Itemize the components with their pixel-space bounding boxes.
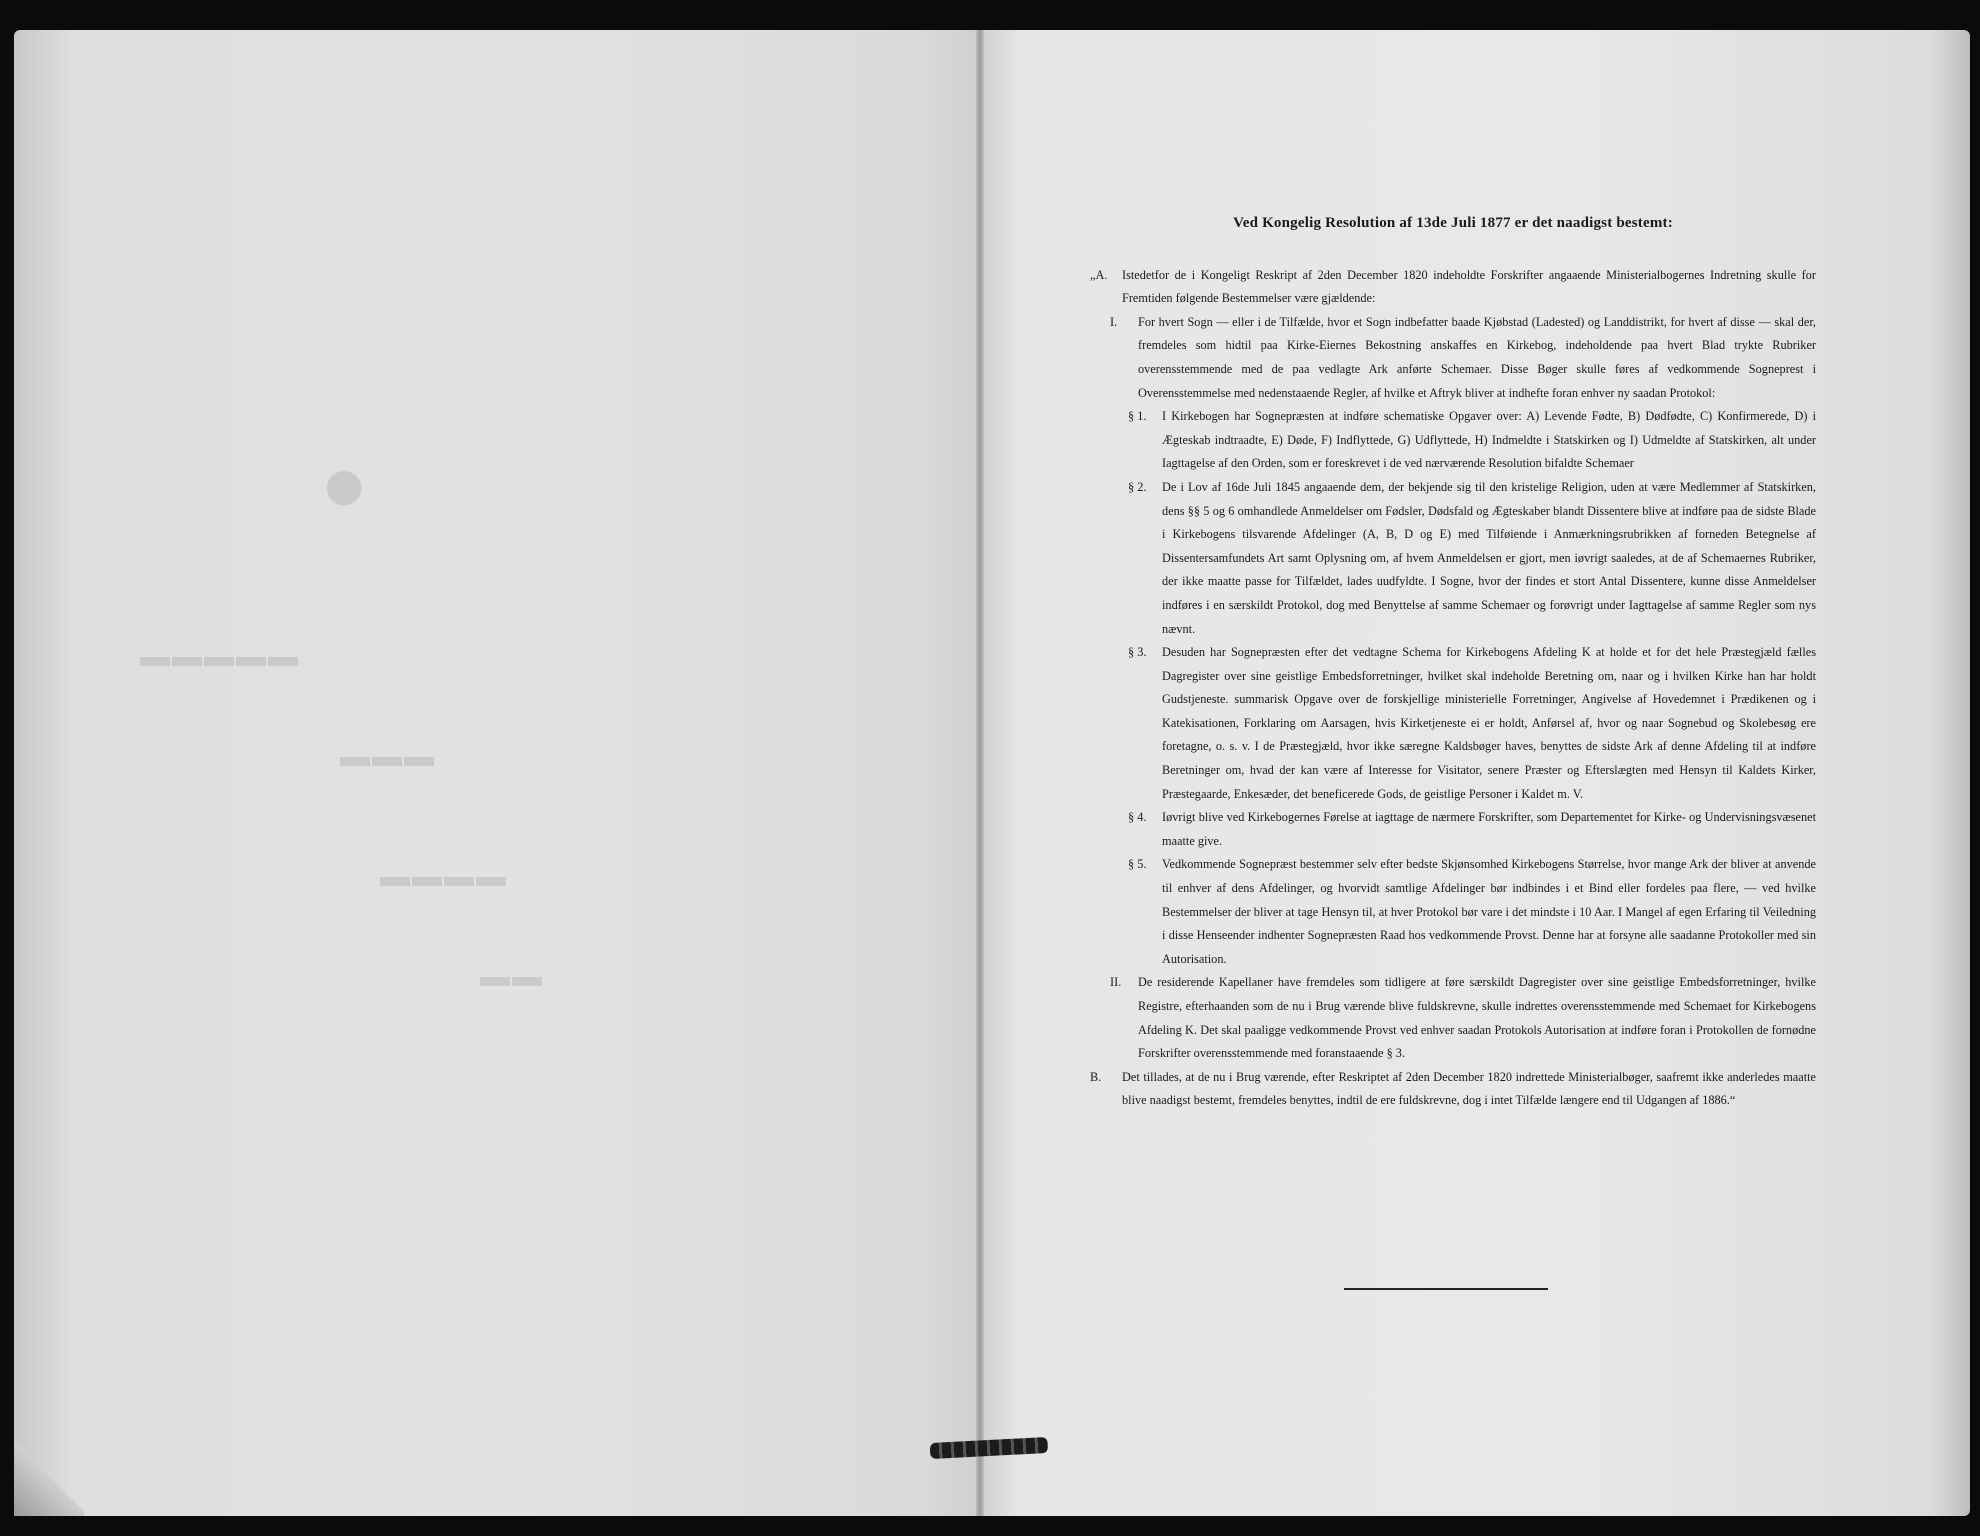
- paragraph-text: Iøvrigt blive ved Kirkebogernes Førelse at iagttage de nærmere Forskrifter, som Departementet for Kirke- og Undervisningsvæsenet maatte give.: [1162, 810, 1816, 848]
- paragraph-number: § 3.: [1128, 645, 1147, 660]
- page-corner: [14, 1438, 84, 1516]
- paragraph-text: Det tillades, at de nu i Brug værende, efter Reskriptet af 2den December 1820 indrettede Ministerialbøger, saafremt ikke anderledes maatte blive naadigst bestemt, fremdeles benyttes, indtil de ere fuldskrevne, dog i intet Tilfælde længere end til Udgangen af 1886.“: [1122, 1069, 1816, 1108]
- resolution-text: [1090, 212, 1816, 1113]
- paragraph-text: Vedkommende Sognepræst bestemmer selv efter bedste Skjønsomhed Kirkebogens Størrelse, hvor mange Ark der bliver at anvende til enhver af dens Afdelinger, og hvorvidt samtlige Afdelinger bør indbindes i et Bind eller fordeles paa flere, — ved hvilke Bestemmelser der bliver at tage Hensyn til, at hver Protokol bør vare i det mindste i 10 Aar. I Mangel af egen Erfaring til Veiledning i disse Henseender indhenter Sognepræsten Raad hos vedkommende Provst. Denne har at forsyne alle saadanne Protokoller med sin Autorisation.: [1162, 857, 1816, 966]
- left-page: [14, 30, 980, 1516]
- resolution-heading: Ved Kongelig Resolution af 13de Juli 1877 er det naadigst bestemt:: [1233, 215, 1673, 231]
- paragraph-number: B.: [1090, 1069, 1102, 1084]
- resolution-paragraph: [1090, 641, 1816, 806]
- resolution-paragraph: [1090, 405, 1816, 476]
- paragraph-text: For hvert Sogn — eller i de Tilfælde, hvor et Sogn indbefatter baade Kjøbstad (Ladested) og Landdistrikt, for hvert af disse — skal der, fremdeles som hidtil paa Kirke-Eiernes Bekostning anskaffes en Kirkebog, indeholdende paa hvert Blad trykte Rubriker overensstemmende med de paa vedlagte Ark anførte Schemaer. Disse Bøger skulle føres af vedkommende Sogneprest i Overensstemmelse med nedenstaaende Regler, af hvilke et Aftryk bliver at indhefte foran enhver ny saadan Protokol:: [1138, 314, 1816, 400]
- resolution-paragraph: [1090, 853, 1816, 971]
- resolution-paragraph: [1090, 806, 1816, 853]
- paragraph-text: I Kirkebogen har Sognepræsten at indføre schematiske Opgaver over: A) Levende Fødte, B) Dødfødte, C) Konfirmerede, D) i Ægteskab indtraadte, E) Døde, F) Indflyttede, G) Udflyttede, H) Indmeldte i Statskirken og I) Udmeldte af Statskirken, alt under Iagttagelse af den Orden, som er foreskrevet i de ved nærværende Resolution bifaldte Schemaer: [1162, 409, 1816, 471]
- paragraph-text: De residerende Kapellaner have fremdeles som tidligere at føre særskildt Dagregister over sine geistlige Embedsforretninger, hvilke Registre, efterhaanden som de nu i Brug værende blive fuldskrevne, skulle indrettes overensstemmende med Schemaet for Kirkebogens Afdeling K. Det skal paaligge vedkommende Provst ved enhver saadan Protokols Autorisation at indføre foran i Protokollen de fornødne Forskrifter overensstemmende med foranstaaende § 3.: [1138, 975, 1816, 1061]
- resolution-paragraphs: [1090, 264, 1816, 1113]
- paragraph-number: § 1.: [1128, 409, 1147, 424]
- paragraph-number: § 5.: [1128, 857, 1147, 872]
- paragraph-number: „A.: [1090, 267, 1108, 282]
- resolution-paragraph: [1090, 476, 1816, 641]
- closing-rule: [1344, 1288, 1548, 1290]
- book-gutter: [976, 30, 984, 1516]
- resolution-paragraph: [1090, 264, 1816, 311]
- paragraph-number: § 4.: [1128, 810, 1147, 825]
- paragraph-text: Desuden har Sognepræsten efter det vedtagne Schema for Kirkebogens Afdeling K at holde et for det hele Præstegjæld fælles Dagregister over sine geistlige Embedsforretninger, hvilket skal indeholde Beretning om, naar og i hvilken Kirke han har holdt Gudstjeneste. summarisk Opgave over de forskjellige ministerielle Forretninger, Angivelse af Hovedemnet i Prædikenen og i Katekisationen, Forklaring om Aarsagen, hvis Kirketjeneste ei er holdt, Anførsel af, hvor og naar Sognebud og Skolebesøg ere foretagne, o. s. v. I de Præstegjæld, hvor ikke særegne Kaldsbøger haves, benyttes de sidste Ark af denne Afdeling til at indføre Beretninger om, hvad der kan være af Interesse for Visitator, senere Præster og Efterslægten med Hensyn til Kaldets Kirker, Præstegaarde, Enkesæder, det beneficerede Gods, de geistlige Personer i Kaldet m. V.: [1162, 645, 1816, 801]
- paragraph-text: Istedetfor de i Kongeligt Reskript af 2den December 1820 indeholdte Forskrifter angaaende Ministerialbogernes Indretning skulle for Fremtiden følgende Bestemmelser være gjældende:: [1122, 267, 1816, 306]
- paragraph-text: De i Lov af 16de Juli 1845 angaaende dem, der bekjende sig til den kristelige Religion, uden at være Medlemmer af Statskirken, dens §§ 5 og 6 omhandlede Anmeldelser om Fødsler, Dødsfald og Ægteskaber blandt Dissentere blive at indføre paa de sidste Blade i Kirkebogens tilsvarende Afdelinger (A, B, D og E) med Tilføiende i Anmærkningsrubrikken af forneden Betegnelse af Dissentersamfundets Art samt Oplysning om, af hvem Anmeldelsen er gjort, men iøvrigt saaledes, at de af Schemaernes Rubriker, der ikke maatte passe for Tilfældet, lades uudfyldte. I Sogne, hvor der findes et stort Antal Dissentere, kunne disse Anmeldelser indføres i en særskildt Protokol, dog med Benyttelse af samme Schemaer og forøvrigt under Iagttagelse af samme Regler som nys nævnt.: [1162, 479, 1816, 636]
- paragraph-number: II.: [1110, 975, 1122, 990]
- resolution-paragraph: [1090, 311, 1816, 405]
- resolution-paragraph: [1090, 971, 1816, 1065]
- paragraph-number: § 2.: [1128, 479, 1147, 494]
- paragraph-number: I.: [1110, 314, 1118, 329]
- resolution-paragraph: [1090, 1066, 1816, 1113]
